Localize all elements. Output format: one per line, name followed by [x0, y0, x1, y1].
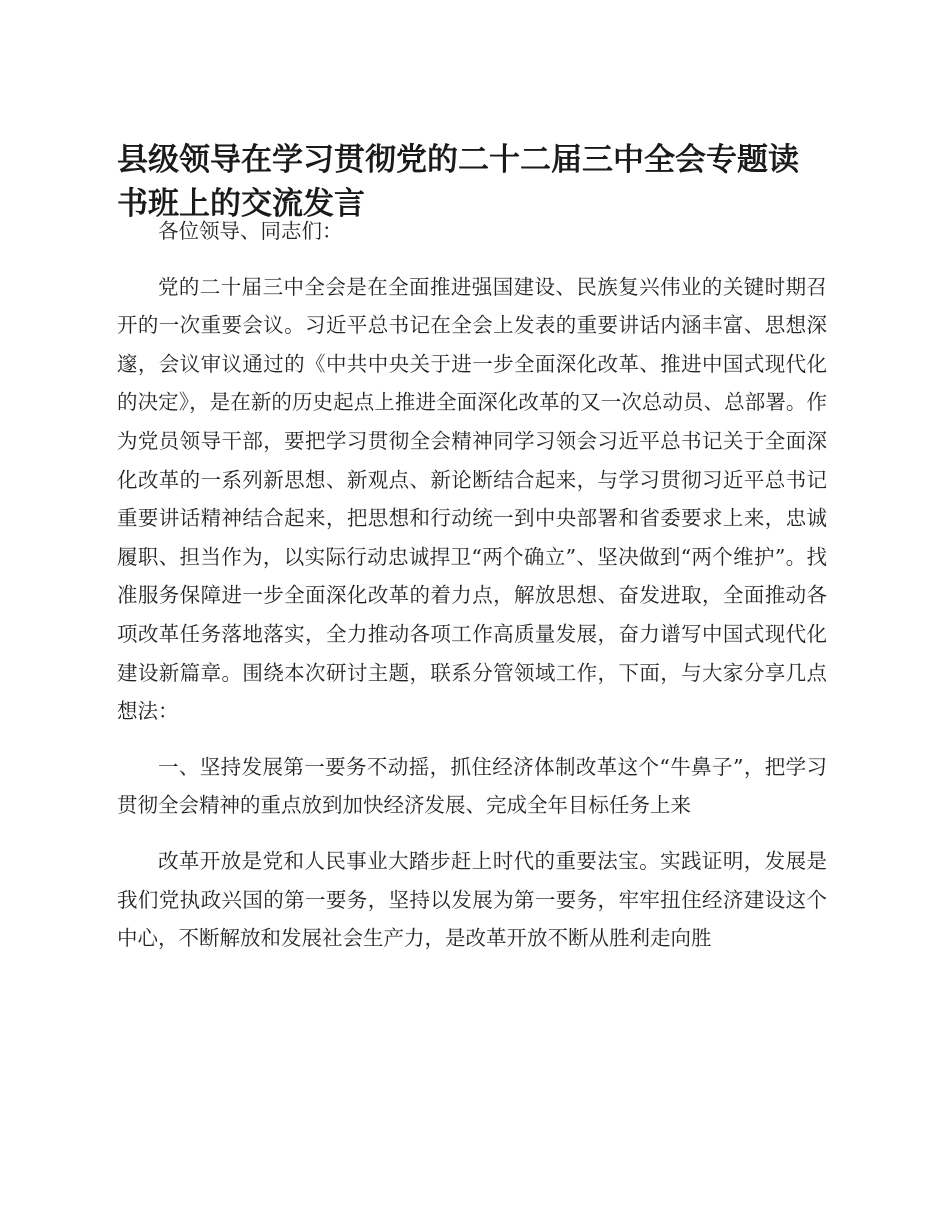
intro-paragraph: 党的二十届三中全会是在全面推进强国建设、民族复兴伟业的关键时期召开的一次重要会议。习近平总书记在全会上发表的重要讲话内涵丰富、思想深邃，会议审议通过的《中共中央关于进一步全面深化改革、推进中国式现代化的决定》，是在新的历史起点上推进全面深化改革的又一次总动员、总部署。作为党员领导干部，要把学习贯彻全会精神同学习领会习近平总书记关于全面深化改革的一系列新思想、新观点、新论断结合起来，与学习贯彻习近平总书记重要讲话精神结合起来，把思想和行动统一到中央部署和省委要求上来，忠诚履职、担当作为，以实际行动忠诚捍卫“两个确立”、坚决做到“两个维护”。找准服务保障进一步全面深化改革的着力点，解放思想、奋发进取，全面推动各项改革任务落地落实，全力推动各项工作高质量发展，奋力谱写中国式现代化建设新篇章。围绕本次研讨主题，联系分管领域工作，下面，与大家分享几点想法： — [117, 274, 827, 724]
salutation-paragraph: 各位领导、同志们： — [158, 219, 343, 243]
document-body — [117, 212, 827, 975]
document-title: 县级领导在学习贯彻党的二十二届三中全会专题读书班上的交流发言 — [117, 142, 799, 222]
body-paragraph: 改革开放是党和人民事业大踏步赶上时代的重要法宝。实践证明，发展是我们党执政兴国的第一要务，坚持以发展为第一要务，牢牢扭住经济建设这个中心，不断解放和发展社会生产力，是改革开放不断从胜利走向胜 — [117, 848, 827, 951]
section-heading-paragraph: 一、坚持发展第一要务不动摇，抓住经济体制改革这个“牛鼻子”，把学习贯彻全会精神的重点放到加快经济发展、完成全年目标任务上来 — [117, 754, 827, 818]
